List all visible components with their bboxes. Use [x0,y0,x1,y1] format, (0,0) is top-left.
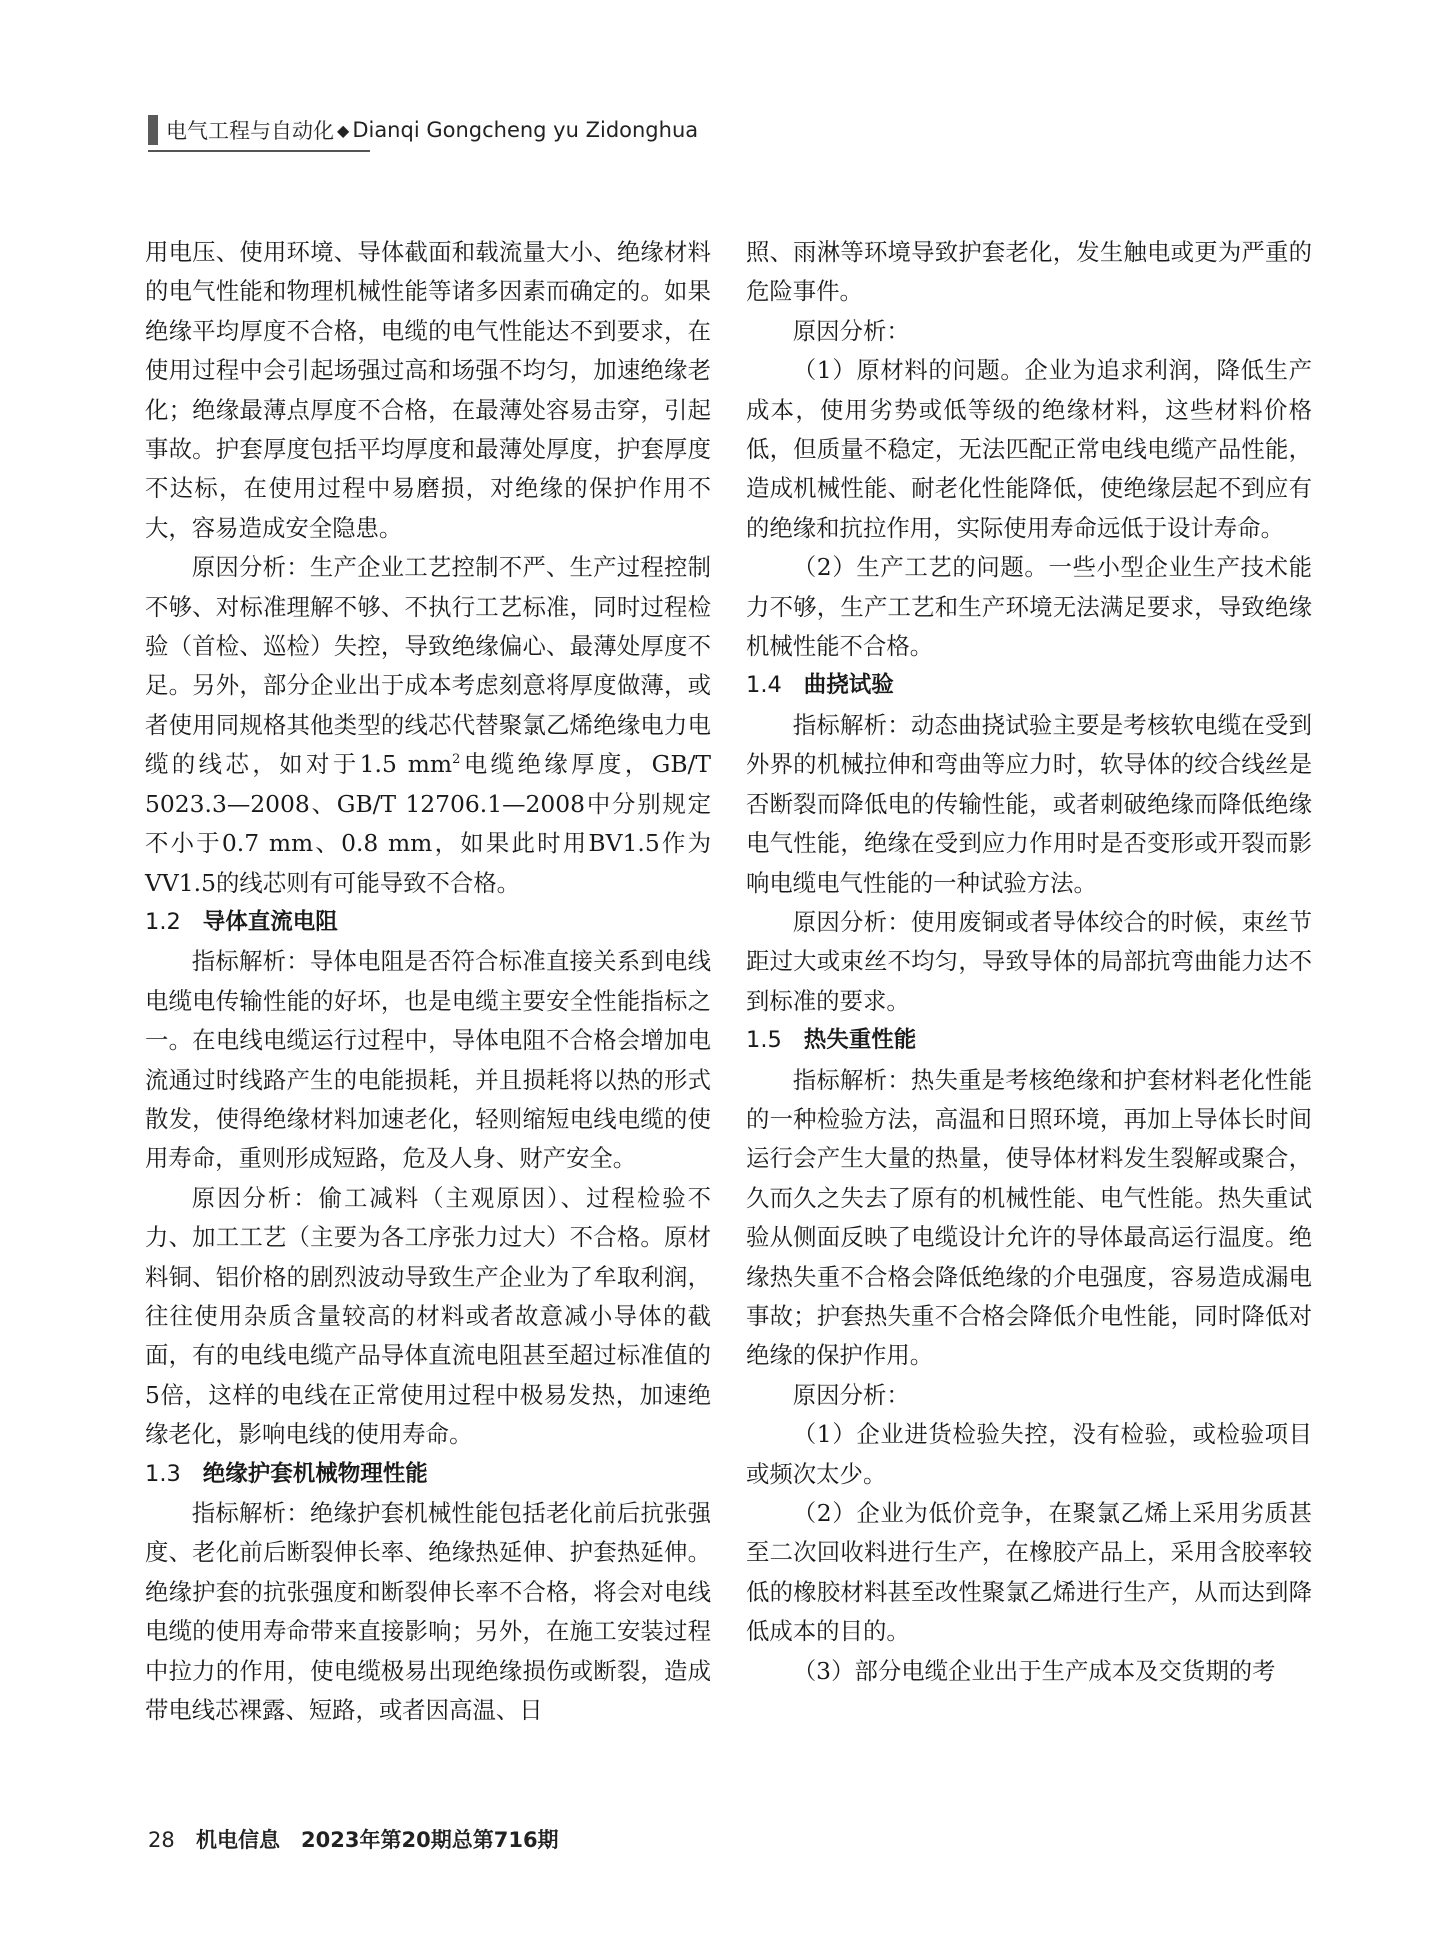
section-title: 曲挠试验 [803,672,894,699]
paragraph: 原因分析： [792,316,910,345]
section-number: 1.2 [145,908,181,935]
paragraph: （1）原材料的问题。企业为追求利润，降低生产成本，使用劣势或低等级的绝缘材料，这些材料价格低，但质量不稳定，无法匹配正常电线电缆产品性能，造成机械性能、耐老化性能降低，使绝缘层起不到应有的绝缘和抗拉作用，实际使用寿命远低于设计寿命。 [746,356,1312,542]
paragraph-text: 电缆绝缘厚度，GB/T 5023.3—2008、GB/T 12706.1—2008中分别规定不小于0.7 mm、0.8 mm，如果此时用BV1.5作为VV1.5的线芯则有可能导致不合格。 [145,750,711,897]
paragraph: 指标解析：导体电阻是否符合标准直接关系到电线电缆电传输性能的好坏，也是电缆主要安全性能指标之一。在电线电缆运行过程中，导体电阻不合格会增加电流通过时线路产生的电能损耗，并且损耗将以热的形式散发，使得绝缘材料加速老化，轻则缩短电线电缆的使用寿命，重则形成短路，危及人身、财产安全。 [145,947,711,1173]
paragraph: 指标解析：绝缘护套机械性能包括老化前后抗张强度、老化前后断裂伸长率、绝缘热延伸、护套热延伸。绝缘护套的抗张强度和断裂伸长率不合格，将会对电线电缆的使用寿命带来直接影响；另外，在施工安装过程中拉力的作用，使电缆极易出现绝缘损伤或断裂，造成带电线芯裸露、短路，或者因高温、日 [145,1499,711,1725]
paragraph: 照、雨淋等环境导致护套老化，发生触电或更为严重的危险事件。 [746,238,1312,306]
header-title-pinyin: Dianqi Gongcheng yu Zidonghua [352,118,699,142]
journal-issue: 机电信息 2023年第20期总第716期 [196,1828,559,1852]
paragraph: （2）生产工艺的问题。一些小型企业生产技术能力不够，生产工艺和生产环境无法满足要求，导致绝缘机械性能不合格。 [746,553,1312,661]
paragraph: （3）部分电缆企业出于生产成本及交货期的考 [792,1656,1276,1685]
paragraph: 原因分析：使用废铜或者导体绞合的时候，束丝节距过大或束丝不均匀，导致导体的局部抗弯曲能力达不到标准的要求。 [746,907,1312,1015]
paragraph: 指标解析：动态曲挠试验主要是考核软电缆在受到外界的机械拉伸和弯曲等应力时，软导体的绞合线丝是否断裂而降低电的传输性能，或者刺破绝缘而降低绝缘电气性能，绝缘在受到应力作用时是否变形或开裂而影响电缆电气性能的一种试验方法。 [746,710,1312,897]
paragraph [145,548,711,903]
left-column [145,233,711,1730]
section-number: 1.3 [145,1460,181,1487]
section-title: 绝缘护套机械物理性能 [202,1460,428,1487]
page-number: 28 [148,1828,175,1852]
paragraph: 原因分析： [792,1380,910,1409]
section-heading [746,666,1312,705]
header-title-cn: 电气工程与自动化 [166,119,334,143]
section-heading [145,903,711,942]
section-heading [145,1455,711,1494]
paragraph-text: 原因分析：生产企业工艺控制不严、生产过程控制不够、对标准理解不够、不执行工艺标准，同时过程检验（首检、巡检）失控，导致绝缘偏心、最薄处厚度不足。另外，部分企业出于成本考虑刻意将厚度做薄，或者使用同规格其他类型的线芯代替聚氯乙烯绝缘电力电缆的线芯，如对于1.5 mm [145,553,711,779]
header-rule [148,150,370,152]
section-number: 1.4 [746,672,782,699]
section-title: 热失重性能 [803,1027,917,1054]
page-footer [148,1824,559,1854]
running-header [148,112,698,148]
paragraph: 原因分析：偷工减料（主观原因）、过程检验不力、加工工艺（主要为各工序张力过大）不合格。原材料铜、铝价格的剧烈波动导致生产企业为了牟取利润，往往使用杂质含量较高的材料或者故意减小导体的截面，有的电线电缆产品导体直流电阻甚至超过标准值的5倍，这样的电线在正常使用过程中极易发热，加速绝缘老化，影响电线的使用寿命。 [145,1183,711,1449]
section-title: 导体直流电阻 [202,908,338,935]
section-heading [746,1021,1312,1060]
paragraph: （2）企业为低价竞争，在聚氯乙烯上采用劣质甚至二次回收料进行生产，在橡胶产品上，采用含胶率较低的橡胶材料甚至改性聚氯乙烯进行生产，从而达到降低成本的目的。 [746,1499,1312,1646]
paragraph: 用电压、使用环境、导体截面和载流量大小、绝缘材料的电气性能和物理机械性能等诸多因素而确定的。如果绝缘平均厚度不合格，电缆的电气性能达不到要求，在使用过程中会引起场强过高和场强不均匀，加速绝缘老化；绝缘最薄点厚度不合格，在最薄处容易击穿，引起事故。护套厚度包括平均厚度和最薄处厚度，护套厚度不达标，在使用过程中易磨损，对绝缘的保护作用不大，容易造成安全隐患。 [145,238,711,542]
header-bar-mark [148,115,158,145]
right-column [746,233,1312,1691]
section-number: 1.5 [746,1027,782,1054]
superscript: 2 [452,752,461,768]
paragraph: 指标解析：热失重是考核绝缘和护套材料老化性能的一种检验方法，高温和日照环境，再加上导体长时间运行会产生大量的热量，使导体材料发生裂解或聚合，久而久之失去了原有的机械性能、电气性能。热失重试验从侧面反映了电缆设计允许的导体最高运行温度。绝缘热失重不合格会降低绝缘的介电强度，容易造成漏电事故；护套热失重不合格会降低介电性能，同时降低对绝缘的保护作用。 [746,1065,1312,1370]
diamond-icon: ◆ [337,120,350,140]
paragraph: （1）企业进货检验失控，没有检验，或检验项目或频次太少。 [746,1420,1312,1488]
